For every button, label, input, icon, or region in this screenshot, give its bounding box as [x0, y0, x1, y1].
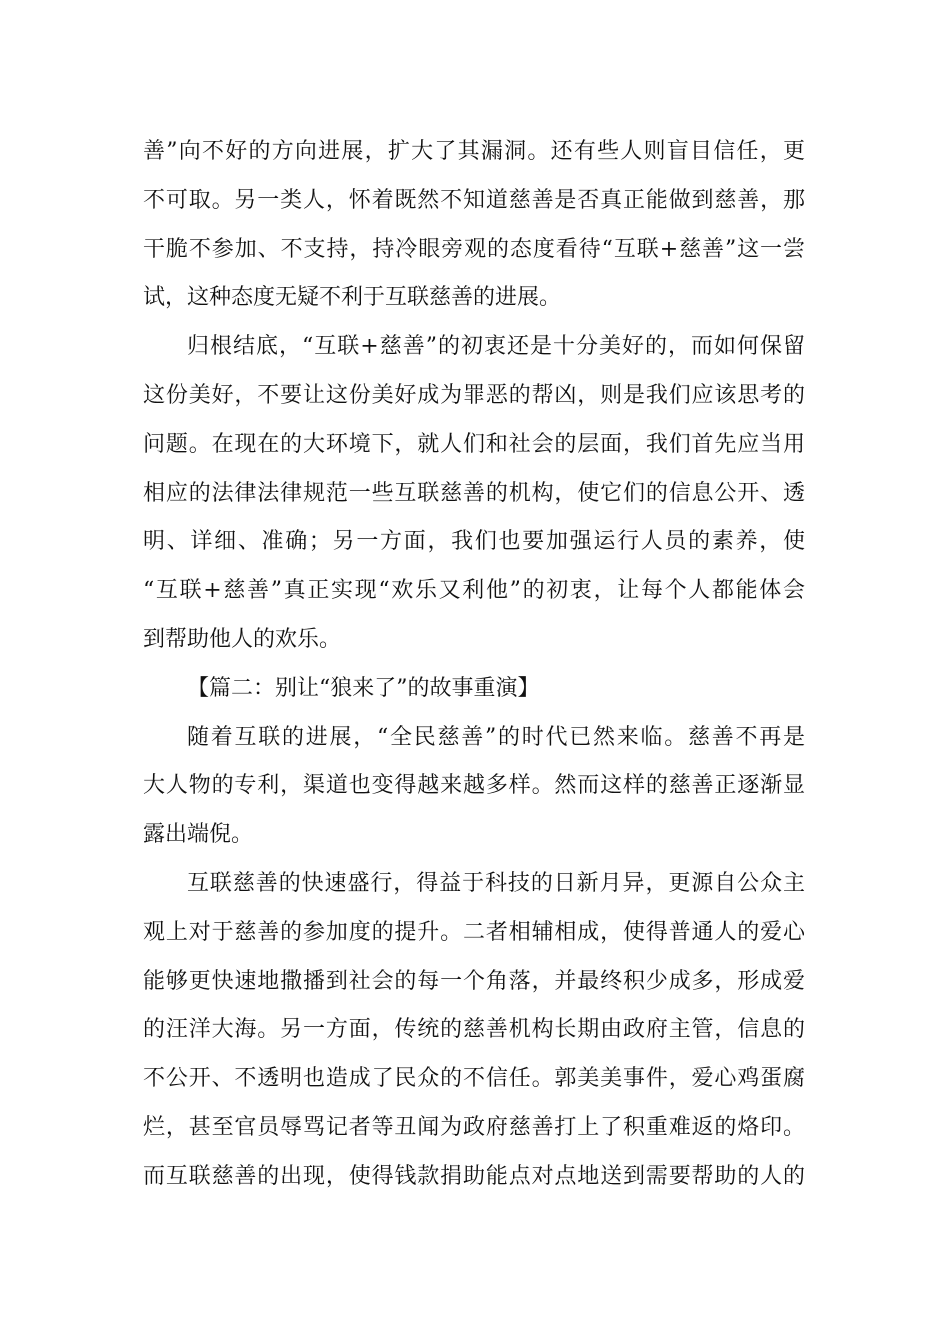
text-line: 干脆不参加、不支持，持冷眼旁观的态度看待“互联+慈善”这一尝 — [143, 236, 805, 262]
text-line: 相应的法律法律规范一些互联慈善的机构，使它们的信息公开、透 — [143, 480, 805, 506]
text-line: 到帮助他人的欢乐。 — [143, 626, 342, 652]
text-line: 善”向不好的方向进展，扩大了其漏洞。还有些人则盲目信任，更 — [143, 139, 805, 164]
text-line: 试，这种态度无疑不利于互联慈善的进展。 — [143, 285, 562, 311]
text-line: “互联+慈善”真正实现“欢乐又利他”的初衷，让每个人都能体会 — [143, 578, 805, 604]
text-line: 露出端倪。 — [143, 822, 254, 848]
text-line: 问题。在现在的大环境下，就人们和社会的层面，我们首先应当用 — [143, 431, 805, 457]
text-line: 不公开、不透明也造成了民众的不信任。郭美美事件，爱心鸡蛋腐 — [143, 1066, 805, 1092]
text-line: 能够更快速地撒播到社会的每一个角落，并最终积少成多，形成爱 — [143, 968, 805, 994]
paragraph-first-line: 随着互联的进展，“全民慈善”的时代已然来临。慈善不再是 — [187, 724, 805, 750]
text-line: 而互联慈善的出现，使得钱款捐助能点对点地送到需要帮助的人的 — [143, 1163, 805, 1189]
document-body — [143, 128, 805, 1202]
text-line: 烂，甚至官员辱骂记者等丑闻为政府慈善打上了积重难返的烙印。 — [143, 1114, 805, 1140]
text-line: 大人物的专利，渠道也变得越来越多样。然而这样的慈善正逐渐显 — [143, 773, 805, 799]
section-heading: 【篇二：别让“狼来了”的故事重演】 — [187, 675, 540, 701]
text-line: 不可取。另一类人，怀着既然不知道慈善是否真正能做到慈善，那 — [143, 187, 805, 213]
text-line: 这份美好，不要让这份美好成为罪恶的帮凶，则是我们应该思考的 — [143, 382, 805, 408]
paragraph-first-line: 归根结底，“互联+慈善”的初衷还是十分美好的，而如何保留 — [187, 334, 805, 360]
text-line: 观上对于慈善的参加度的提升。二者相辅相成，使得普通人的爱心 — [143, 919, 805, 945]
text-line: 明、详细、准确；另一方面，我们也要加强运行人员的素养，使 — [143, 529, 805, 555]
paragraph-first-line: 互联慈善的快速盛行，得益于科技的日新月异，更源自公众主 — [187, 870, 805, 896]
text-line: 的汪洋大海。另一方面，传统的慈善机构长期由政府主管，信息的 — [143, 1017, 805, 1043]
